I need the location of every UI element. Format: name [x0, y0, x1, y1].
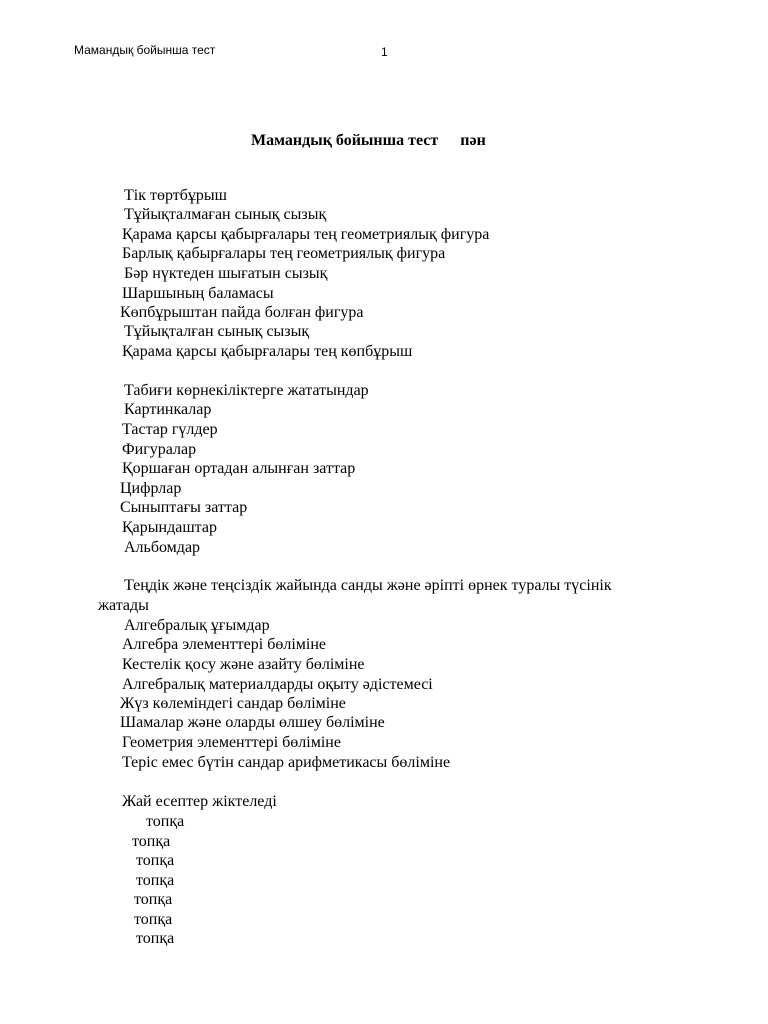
list-item: Қарама қарсы қабырғалары тең геометриялық фигура — [122, 226, 490, 243]
list-item: Көпбұрыштан пайда болған фигура — [120, 304, 364, 321]
list-item: Тұйықталмаған сынық сызық — [124, 206, 327, 223]
list-item: Табиғи көрнекіліктерге жататындар — [124, 382, 369, 399]
list-item: Тұйықталған сынық сызық — [124, 323, 310, 340]
list-item: Шамалар және оларды өлшеу бөліміне — [120, 714, 385, 731]
list-item: Қарындаштар — [122, 519, 217, 536]
list-item: Қарама қарсы қабырғалары тең көпбұрыш — [122, 343, 413, 360]
list-item: топқа — [136, 852, 175, 869]
list-item: Шаршының баламасы — [122, 285, 274, 302]
list-item: Алгебралық ұғымдар — [124, 617, 270, 634]
list-item: топқа — [136, 930, 175, 947]
list-item: топқа — [132, 833, 171, 850]
list-item: Теріс емес бүтін сандар арифметикасы бөліміне — [122, 754, 451, 771]
list-item: Картинкалар — [124, 401, 212, 418]
document-title-main: Мамандық бойынша тест — [251, 132, 439, 149]
page-number: 1 — [381, 45, 388, 59]
list-item: Фигуралар — [122, 441, 197, 458]
list-item: Жүз көлеміндегі сандар бөліміне — [120, 695, 346, 712]
document-title — [251, 131, 486, 151]
list-item: Тастар гүлдер — [122, 421, 218, 438]
document-title-suffix: пән — [460, 132, 486, 149]
list-item: Сыныптағы заттар — [120, 499, 248, 516]
list-item: Қоршаған ортадан алынған заттар — [122, 460, 356, 477]
question-text: Жай есептер жіктеледі — [122, 793, 277, 810]
header-title: Мамандық бойынша тест — [74, 43, 216, 57]
list-item: Барлық қабырғалары тең геометриялық фигура — [122, 245, 446, 262]
list-item: Цифрлар — [120, 480, 182, 497]
question-text-continued: жатады — [98, 597, 149, 614]
list-item: Геометрия элементтері бөліміне — [122, 734, 341, 751]
list-item: Кестелік қосу және азайту бөліміне — [122, 656, 365, 673]
question-text: Теңдік және теңсіздік жайында санды және әріпті өрнек туралы түсінік — [124, 577, 612, 594]
list-item: Бәр нүктеден шығатын сызық — [124, 265, 328, 282]
list-item: Альбомдар — [124, 539, 201, 556]
list-item: Тік төртбұрыш — [124, 187, 227, 204]
list-item: топқа — [134, 891, 173, 908]
list-item: Алгебралық материалдарды оқыту әдістемесі — [122, 676, 433, 693]
list-item: топқа — [146, 813, 185, 830]
list-item: топқа — [136, 872, 175, 889]
list-item: топқа — [134, 911, 173, 928]
list-item: Алгебра элементтері бөліміне — [122, 636, 327, 653]
